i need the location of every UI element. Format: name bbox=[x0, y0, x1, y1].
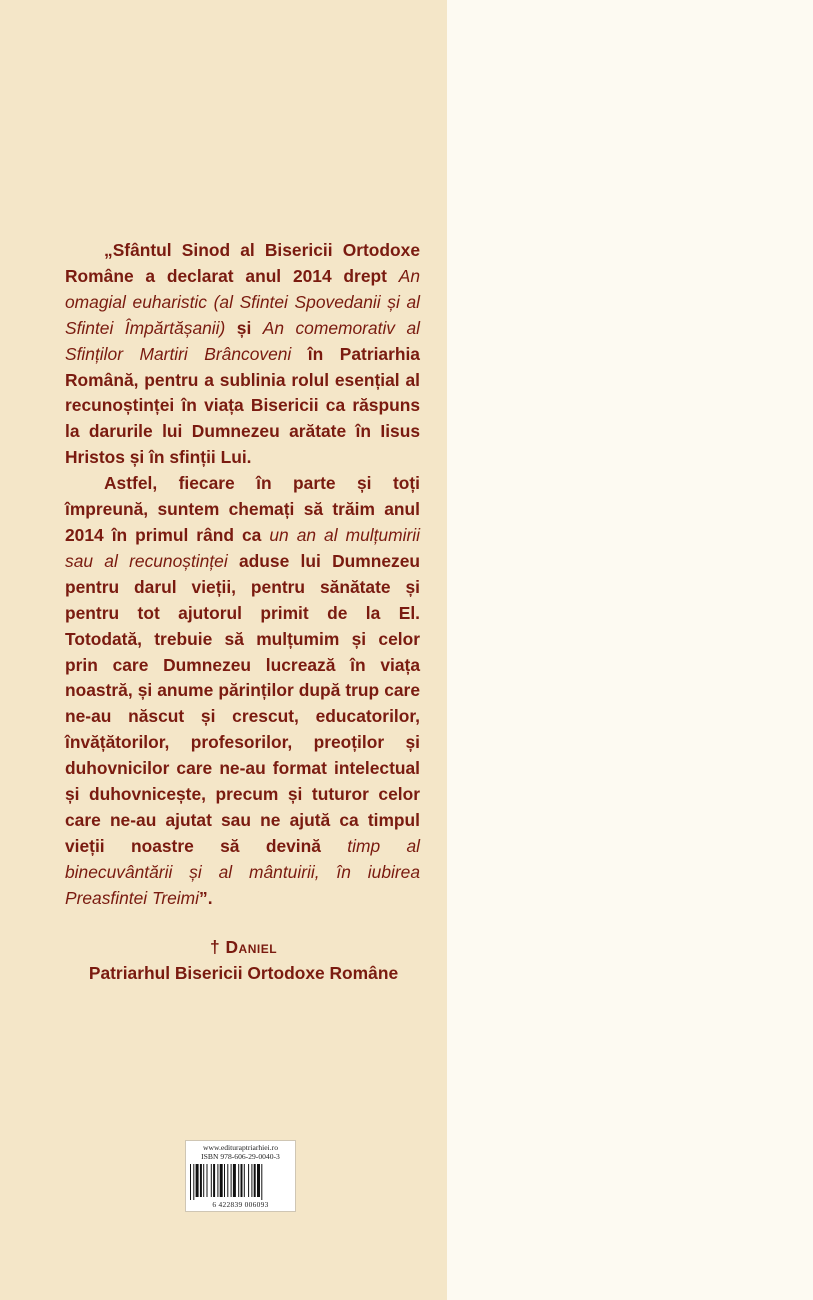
quote-text: în Patriarhia Română, pentru a sublinia rolul esențial al recunoștinței în viața Bisericii ca răspuns la darurile lui Dumnezeu arătate în Iisus Hristos și în sfinții Lui. bbox=[65, 343, 420, 468]
quote-paragraph-2 bbox=[65, 471, 420, 911]
page-margin-panel bbox=[447, 0, 813, 1300]
quote-italic-text: un an al mulțumirii sau al recunoștinței bbox=[65, 524, 420, 571]
signature-title: Patriarhul Bisericii Ortodoxe Române bbox=[88, 963, 399, 983]
quote-text: și bbox=[225, 317, 263, 338]
quote-italic-text: timp al binecuvântării și al mântuirii, în iubirea Preasfintei Treimi bbox=[65, 835, 420, 908]
quote-text: ”. bbox=[199, 887, 213, 908]
quote-paragraph-1 bbox=[65, 238, 420, 471]
signature-block bbox=[50, 934, 437, 986]
patriarch-quote bbox=[65, 238, 420, 912]
barcode-bars bbox=[190, 1164, 291, 1200]
quote-italic-text: An comemorativ al Sfinților Martiri Brâncoveni bbox=[65, 317, 420, 364]
isbn-number: ISBN 978-606-29-0040-3 bbox=[201, 1152, 280, 1161]
quote-italic-text: An omagial euharistic (al Sfintei Spovedanii și al Sfintei Împărtășanii) bbox=[65, 265, 420, 338]
quote-text: Astfel, fiecare în parte și toți împreună, suntem chemați să trăim anul 2014 în primul rând ca bbox=[65, 473, 420, 545]
isbn-barcode bbox=[185, 1140, 296, 1212]
signature-name: † Daniel bbox=[209, 937, 278, 957]
quote-text: aduse lui Dumnezeu pentru darul vieții, pentru sănătate și pentru tot ajutorul primit de la El. Totodată, trebuie să mulțumim și celor prin care Dumnezeu lucrează în viața noastră, și anume părinților după trup care ne-au născut și crescut, educatorilor, învățătorilor, profesorilor, preoților și duhovnicilor care ne-au format intelectual și duhovnicește, precum și tuturor celor care ne-au ajutat sau ne ajută ca timpul vieții noastre să devină bbox=[65, 550, 420, 856]
quote-text: „Sfântul Sinod al Bisericii Ortodoxe Române a declarat anul 2014 drept bbox=[65, 240, 420, 286]
barcode-digits: 6 422839 006093 bbox=[212, 1200, 269, 1209]
publisher-website: www.edituraptriarhiei.ro bbox=[203, 1143, 278, 1152]
